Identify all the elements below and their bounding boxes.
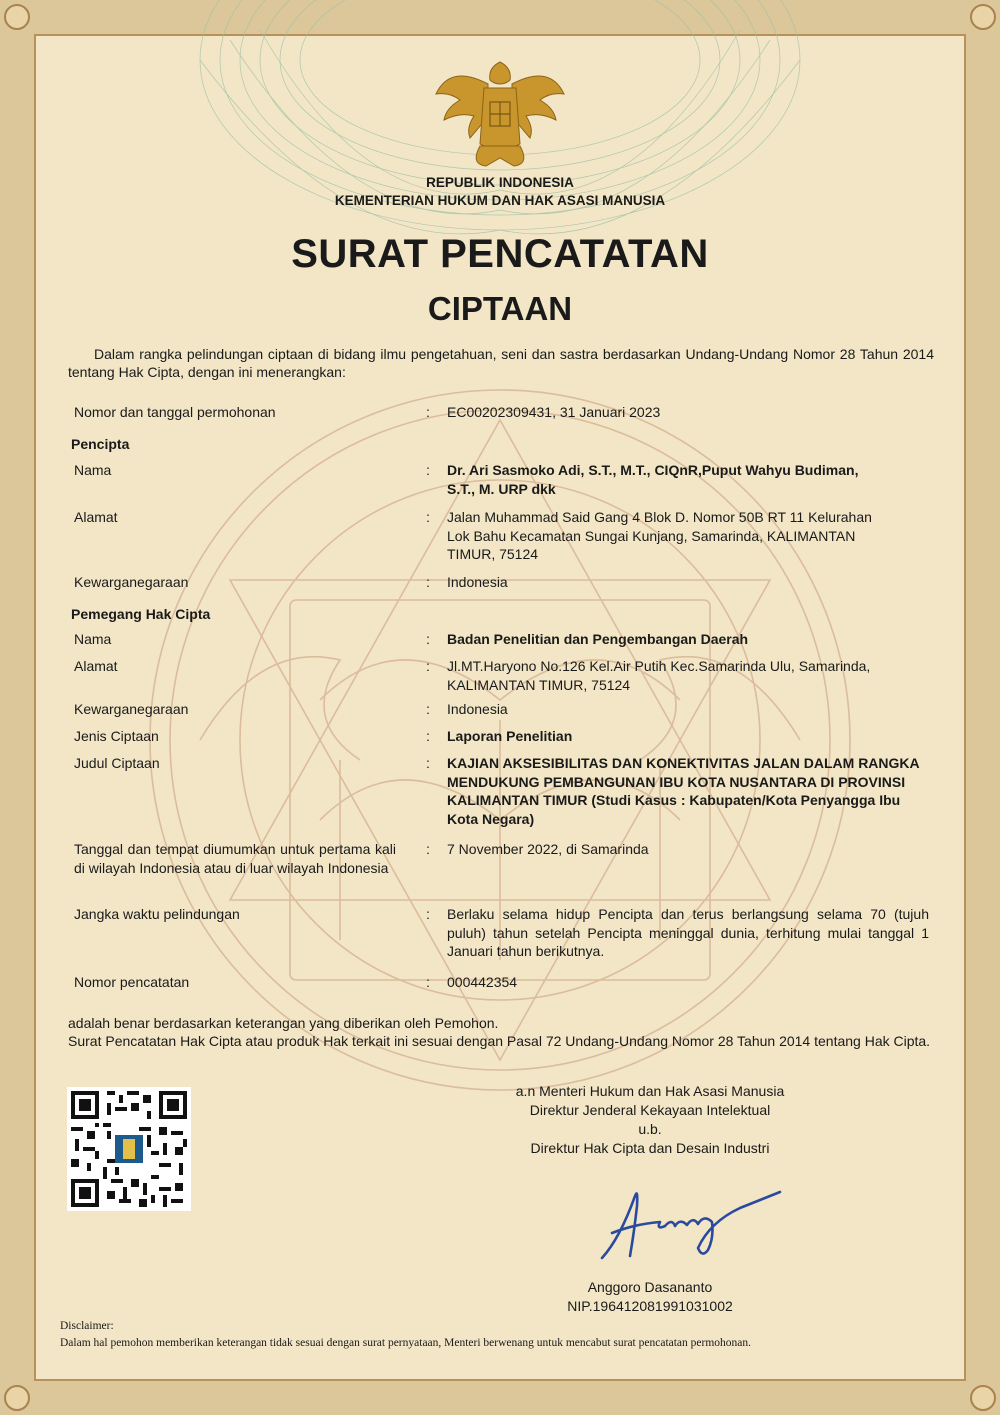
holder-address-value: Jl.MT.Haryono No.126 Kel.Air Putih Kec.Samarinda Ulu, Samarinda, KALIMANTAN TIMUR, 75124 [447,658,871,693]
work-title-value: KAJIAN AKSESIBILITAS DAN KONEKTIVITAS JALAN DALAM RANGKA MENDUKUNG PEMBANGUNAN IBU KOTA NUSANTARA DI PROVINSI KALIMANTAN TIMUR (Studi Kasus : Kabupaten/Kota Penyangga Ibu Kota Negara) [447,755,920,827]
publication-value: 7 November 2022, di Samarinda [447,841,649,857]
work-title-label: Judul Ciptaan [74,755,160,771]
publication-label: Tanggal dan tempat diumumkan untuk pertama kali di wilayah Indonesia atau di luar wilayah Indonesia [74,841,396,876]
application-label: Nomor dan tanggal permohonan [74,404,276,420]
application-value: EC00202309431, 31 Januari 2023 [447,404,661,420]
colon: : [426,701,430,717]
creator-section-heading: Pencipta [71,436,130,452]
colon: : [426,658,430,674]
work-type-label: Jenis Ciptaan [74,728,159,744]
document-title: SURAT PENCATATAN [291,232,709,276]
colon: : [426,462,430,478]
colon: : [426,755,430,771]
signatory-nip: NIP.196412081991031002 [567,1298,733,1314]
garuda-emblem-icon [430,54,570,174]
colon: : [426,574,430,590]
creator-name-value: Dr. Ari Sasmoko Adi, S.T., M.T., CIQnR,Puput Wahyu Budiman, S.T., M. URP dkk [447,462,859,497]
creator-citizenship-value: Indonesia [447,574,508,590]
colon: : [426,509,430,525]
intro-paragraph: Dalam rangka pelindungan ciptaan di bidang ilmu pengetahuan, seni dan sastra berdasarkan Undang-Undang Nomor 28 Tahun 2014 tentang Hak Cipta, dengan ini menerangkan: [68,346,934,380]
creator-address-value: Jalan Muhammad Said Gang 4 Blok D. Nomor 50B RT 11 Kelurahan Lok Bahu Kecamatan Sungai Kunjang, Samarinda, KALIMANTAN TIMUR, 75124 [447,509,872,562]
record-number-value: 000442354 [447,974,518,990]
signature-on-behalf: a.n Menteri Hukum dan Hak Asasi Manusia [515,1083,785,1099]
disclaimer-text: Dalam hal pemohon memberikan keterangan tidak sesuai dengan surat pernyataan, Menteri berwenang untuk mencabut surat pencatatan permohonan. [60,1337,752,1349]
colon: : [426,906,430,922]
holder-name-value: Badan Penelitian dan Pengembangan Daerah [447,631,749,647]
record-number-label: Nomor pencatatan [74,974,190,990]
document-subtitle: CIPTAAN [427,290,573,327]
creator-address-label: Alamat [74,509,118,525]
work-type-value: Laporan Penelitian [447,728,573,744]
signature-director-general: Direktur Jenderal Kekayaan Intelektual [529,1102,771,1118]
holder-citizenship-label: Kewarganegaraan [74,701,189,717]
country-label: REPUBLIK INDONESIA [426,175,574,190]
creator-name-label: Nama [74,462,112,478]
signature-ub: u.b. [638,1121,662,1137]
signature-director: Direktur Hak Cipta dan Desain Industri [530,1140,770,1156]
ministry-label: KEMENTERIAN HUKUM DAN HAK ASASI MANUSIA [334,193,666,208]
closing-statement: adalah benar berdasarkan keterangan yang diberikan oleh Pemohon. [68,1015,499,1031]
creator-citizenship-label: Kewarganegaraan [74,574,189,590]
colon: : [426,974,430,990]
signatory-name: Anggoro Dasananto [587,1279,713,1295]
holder-section-heading: Pemegang Hak Cipta [71,606,211,622]
holder-citizenship-value: Indonesia [447,701,508,717]
colon: : [426,841,430,857]
legal-basis-statement: Surat Pencatatan Hak Cipta atau produk Hak terkait ini sesuai dengan Pasal 72 Undang-Undang Nomor 28 Tahun 2014 tentang Hak Cipta. [68,1033,931,1049]
protection-label: Jangka waktu pelindungan [74,906,240,922]
holder-address-label: Alamat [74,658,118,674]
qr-code [67,1087,191,1211]
colon: : [426,728,430,744]
handwritten-signature [590,1178,790,1273]
disclaimer-heading: Disclaimer: [60,1320,114,1332]
colon: : [426,404,430,420]
holder-name-label: Nama [74,631,112,647]
protection-value: Berlaku selama hidup Pencipta dan terus berlangsung selama 70 (tujuh puluh) tahun setelah Pencipta meninggal dunia, terhitung mulai tanggal 1 Januari tahun berikutnya. [447,906,929,959]
colon: : [426,631,430,647]
